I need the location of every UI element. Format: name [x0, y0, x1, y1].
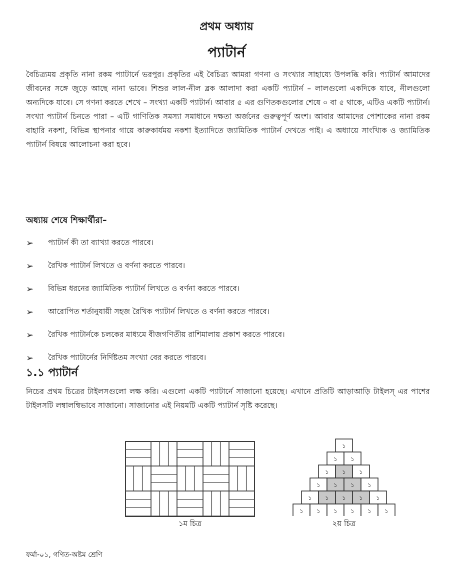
pyramid-tile-label: ১ [359, 469, 363, 476]
list-item-text: আরোপিত শর্তানুযায়ী সহজ রৈখিক প্যাটার্ন লিখতে ও বর্ণনা করতে পারবে। [48, 307, 270, 316]
section-paragraph: নিচের প্রথম চিত্রের টাইলসগুলো লক্ষ করি। এগুলো একটি প্যাটার্নে সাজানো হয়েছে। এখানে প্রতিটি আড়াআড়ি টাইলস্ এর পাশের টাইলসটি লম্বালম্বিভাবে সাজানো। সাজানোর এই নিয়মটি একটি প্যাটার্ন সৃষ্টি করেছে। [26, 387, 430, 410]
intro-paragraph: বৈচিত্র্যময় প্রকৃতি নানা রকম প্যাটার্নে ভরপুর। প্রকৃতির এই বৈচিত্র্য আমরা গণনা ও সংখ্যার সাহায্যে উপলব্ধি করি। প্যাটার্ন আমাদের জীবনের সঙ্গে জুড়ে আছে নানা ভাবে। শিশুর লাল-নীল ব্লক আলাদা করা একটি প্যাটার্ন – লালগুলো একদিকে যাবে, নীলগুলো অন্যদিকে যাবে। সে গণনা করতে শেখে – সংখ্যা একটি প্যাটার্ন। আবার ৫ এর গুণিতকগুলোর শেষে ০ বা ৫ থাকে, এটিও একটি প্যাটার্ন। সংখ্যা প্যাটার্ন চিনতে পারা – এটি গাণিতিক সমস্যা সমাধানে দক্ষতা অর্জনের গুরুত্বপূর্ণ অংশ। আবার আমাদের পোশাকের নানা রকম বাহারি নকশা, বিভিন্ন স্থাপনার গায়ে কারুকার্যময় নকশা ইত্যাদিতে জ্যামিতিক প্যাটার্ন দেখতে পাই। এ অধ্যায়ে সাংখ্যিক ও জ্যামিতিক প্যাটার্ন বিষয়ে আলোচনা করা হবে। [26, 70, 431, 149]
pyramid-tile-label: ১ [308, 495, 312, 502]
pyramid-tile-label: ১ [367, 508, 372, 515]
list-item-text: রৈখিক প্যাটার্নের নির্দিষ্টতম সংখ্যা বের করতে পারবে। [48, 353, 207, 362]
list-item [26, 347, 436, 370]
arrow-bullet-icon: ➢ [26, 238, 34, 249]
number-pyramid-figure [283, 438, 405, 516]
figure-1-caption: ১ম চিত্র [178, 519, 202, 528]
pyramid-tile-label: ১ [350, 482, 355, 489]
page-footer: ফর্মা-০১, গণিত-অষ্টম শ্রেণি [26, 551, 103, 559]
list-item-text: বিভিন্ন ধরনের জ্যামিতিক প্যাটার্ন লিখতে ও বর্ণনা করতে পারবে। [48, 284, 240, 293]
pyramid-tile-label: ১ [350, 508, 355, 515]
list-item-text: প্যাটার্ন কী তা ব্যাখ্যা করতে পারবে। [48, 238, 154, 247]
pyramid-tile-label: ১ [299, 508, 304, 515]
list-item-text: রৈখিক প্যাটার্নকে চলকের মাধ্যমে বীজগণিতীয় রাশিমালায় প্রকাশ করতে পারবে। [48, 330, 285, 339]
pyramid-tile-label: ১ [384, 508, 389, 515]
pyramid-tile-label: ১ [333, 508, 338, 515]
list-item [26, 255, 436, 278]
arrow-bullet-icon: ➢ [26, 353, 34, 364]
pyramid-tile-label: ১ [316, 482, 321, 489]
arrow-bullet-icon: ➢ [26, 261, 34, 272]
pyramid-tile-label: ১ [333, 482, 338, 489]
section-title: ১.১ প্যাটার্ন [26, 366, 78, 379]
list-item [26, 301, 436, 324]
pyramid-tile-label: ১ [342, 495, 346, 502]
pyramid-tile-label: ১ [367, 482, 372, 489]
tile-pattern-figure [125, 441, 255, 517]
learning-outcomes-list [26, 232, 436, 370]
pyramid-tile-label: ১ [342, 443, 346, 450]
pyramid-tile-label: ১ [342, 469, 346, 476]
list-item [26, 324, 436, 347]
chapter-heading: প্রথম অধ্যায় [199, 20, 254, 33]
pyramid-tile-label: ১ [325, 469, 329, 476]
page-title: প্যাটার্ন [207, 45, 246, 61]
arrow-bullet-icon: ➢ [26, 284, 34, 295]
arrow-bullet-icon: ➢ [26, 330, 34, 341]
pyramid-tile-label: ১ [350, 456, 355, 463]
pyramid-tile-label: ১ [333, 456, 338, 463]
list-item [26, 232, 436, 255]
figure-2-caption: ২য় চিত্র [332, 519, 356, 528]
pyramid-tile-label: ১ [359, 495, 363, 502]
pyramid-tile-label: ১ [316, 508, 321, 515]
list-item [26, 278, 436, 301]
arrow-bullet-icon: ➢ [26, 307, 34, 318]
pyramid-tile-label: ১ [325, 495, 329, 502]
list-item-text: রৈখিক প্যাটার্ন লিখতে ও বর্ণনা করতে পারবে। [48, 261, 186, 270]
learning-outcomes-heading: অধ্যায় শেষে শিক্ষার্থীরা– [26, 216, 107, 226]
pyramid-tile-label: ১ [376, 495, 380, 502]
